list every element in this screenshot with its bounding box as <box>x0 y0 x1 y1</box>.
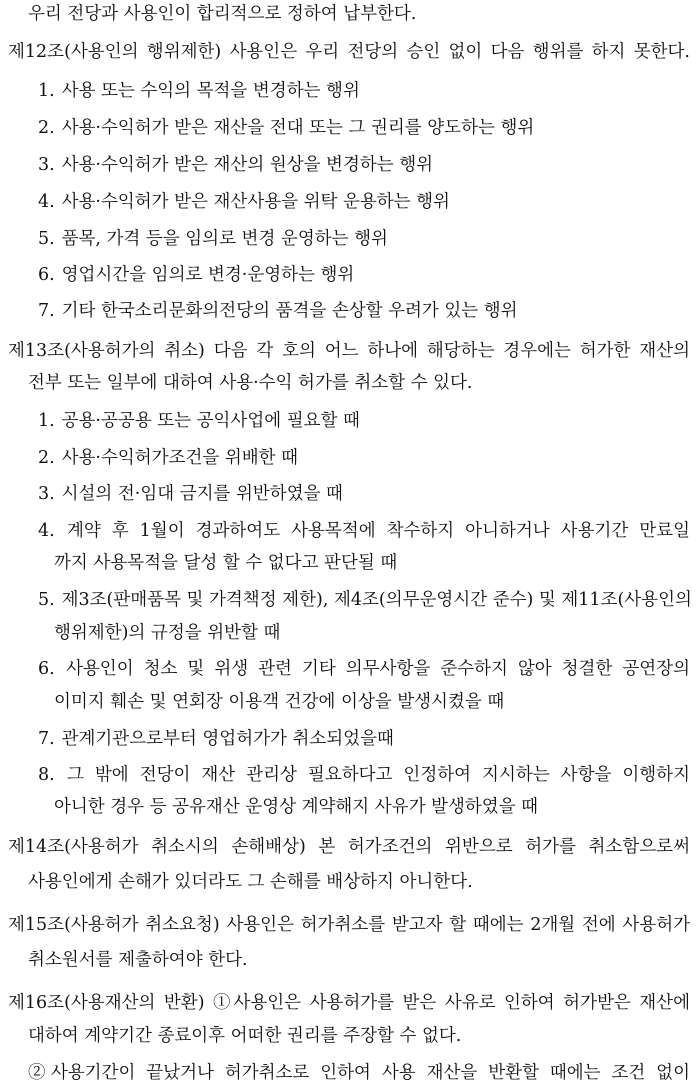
list-item: 2. 사용·수익허가 받은 재산을 전대 또는 그 권리를 양도하는 행위 <box>38 118 535 138</box>
list-item: 8. 그 밖에 전당이 재산 관리상 필요하다고 인정하여 지시하는 사항을 이행하지 <box>38 765 690 785</box>
article-14-heading: 제14조(사용허가 취소시의 손해배상) 본 허가조건의 위반으로 허가를 취소함으로써 <box>8 837 690 857</box>
text-line: 대하여 계약기간 종료이후 어떠한 권리를 주장할 수 없다. <box>28 1026 462 1046</box>
text-line: 사용인에게 손해가 있더라도 그 손해를 배상하지 아니한다. <box>28 872 473 892</box>
list-item-continuation: 이미지 훼손 및 연회장 이용객 건강에 이상을 발생시켰을 때 <box>54 692 505 712</box>
article-13-heading: 제13조(사용허가의 취소) 다음 각 호의 어느 하나에 해당하는 경우에는 허가한 재산의 <box>8 341 690 361</box>
list-item: 5. 제3조(판매품목 및 가격책정 제한), 제4조(의무운영시간 준수) 및 제11조(사용인의 <box>38 590 692 610</box>
list-item: 1. 사용 또는 수익의 목적을 변경하는 행위 <box>38 81 360 101</box>
text-line: 우리 전당과 사용인이 합리적으로 정하여 납부한다. <box>28 4 417 24</box>
list-item: 7. 관계기관으로부터 영업허가가 취소되었을때 <box>38 729 394 749</box>
list-item-continuation: 까지 사용목적을 달성 할 수 없다고 판단될 때 <box>54 553 398 573</box>
article-12-heading: 제12조(사용인의 행위제한) 사용인은 우리 전당의 승인 없이 다음 행위를 하지 못한다. <box>8 42 690 62</box>
list-item: 1. 공용·공공용 또는 공익사업에 필요할 때 <box>38 411 360 431</box>
list-item: 6. 영업시간을 임의로 변경·운영하는 행위 <box>38 265 355 285</box>
list-item: 2. 사용·수익허가조건을 위배한 때 <box>38 448 299 468</box>
list-item: 7. 기타 한국소리문화의전당의 품격을 손상할 우려가 있는 행위 <box>38 301 518 321</box>
list-item: 6. 사용인이 청소 및 위생 관련 기타 의무사항을 준수하지 않아 청결한 공연장의 <box>38 659 690 679</box>
list-item-continuation: 행위제한)의 규정을 위반할 때 <box>54 623 281 643</box>
article-16-heading: 제16조(사용재산의 반환) ①사용인은 사용허가를 받은 사유로 인하여 허가받은 재산에 <box>8 993 690 1013</box>
list-item: 4. 계약 후 1월이 경과하여도 사용목적에 착수하지 아니하거나 사용기간 만료일 <box>38 521 690 541</box>
article-15-heading: 제15조(사용허가 취소요청) 사용인은 허가취소를 받고자 할 때에는 2개월 전에 사용허가 <box>8 915 690 935</box>
list-item-continuation: 아니한 경우 등 공유재산 운영상 계약해지 사유가 발생하였을 때 <box>54 797 539 817</box>
list-item: 3. 시설의 전·임대 금지를 위반하였을 때 <box>38 484 343 504</box>
list-item: 5. 품목, 가격 등을 임의로 변경 운영하는 행위 <box>38 229 388 249</box>
text-line: 전부 또는 일부에 대하여 사용·수익 허가를 취소할 수 있다. <box>28 373 473 393</box>
list-item: 4. 사용·수익허가 받은 재산사용을 위탁 운용하는 행위 <box>38 192 450 212</box>
list-item: 3. 사용·수익허가 받은 재산의 원상을 변경하는 행위 <box>38 155 434 175</box>
text-line: 취소원서를 제출하여야 한다. <box>28 950 248 970</box>
text-line: ②사용기간이 끝났거나 허가취소로 인하여 사용 재산을 반환할 때에는 조건 없이 <box>28 1063 690 1083</box>
